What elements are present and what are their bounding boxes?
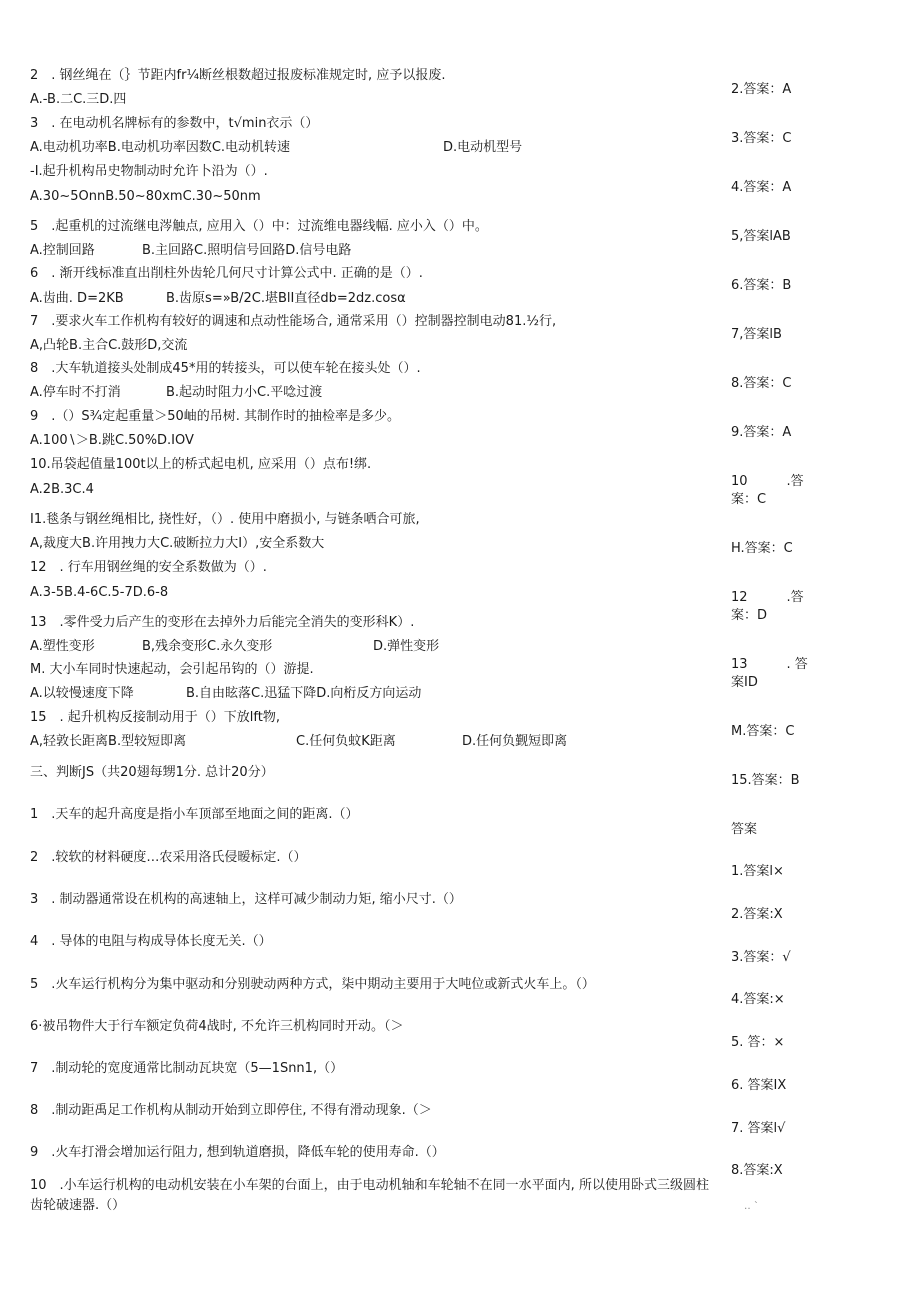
q13-option-a: A.塑性变形 — [30, 639, 95, 654]
answer-3: 3.答案：C — [731, 131, 792, 146]
judgment-answer-5: 5. 答：× — [731, 1035, 785, 1050]
judgment-5: 5 .火车运行机构分为集中驱动和分别驶动两种方式，柒中期动主要用于大吨位或新式火车上。（） — [30, 977, 595, 992]
q8-option-a: A.停车时不打消 — [30, 385, 121, 400]
q6-options-b: B.齿原s=»B/2C.堪BlI直径db=2dz.cosα — [166, 291, 406, 306]
q3-option-d: D.电动机型号 — [443, 140, 523, 155]
q12-options: A.3-5B.4-6C.5-7D.6-8 — [30, 585, 169, 600]
answer-13-line2: 案ID — [731, 675, 758, 690]
q7-stem: 7 .要求火车工作机构有较好的调速和点动性能场合, 通常采用（）控制器控制电动81.½行, — [30, 314, 557, 329]
q2-stem: 2 . 钢丝绳在（｝节距内fr¼断丝根数超过报废标准规定时, 应予以报废. — [30, 68, 446, 83]
q4-options: A.30~5OnnB.50~80xmC.30~50nm — [30, 189, 261, 204]
q14-option-a: A.以较慢速度下降 — [30, 686, 134, 701]
q15-stem: 15 . 起升机构反接制动用于（）下放lft物, — [30, 710, 280, 725]
q11-stem: I1.毯条与钢丝绳相比, 挠性好，（）. 使用中磨损小, 与链条哂合可旅, — [30, 512, 420, 527]
answer-12-line1: 12 .答 — [731, 590, 804, 605]
judgment-answer-1: 1.答案l× — [731, 864, 784, 879]
answer-10-line1: 10 .答 — [731, 474, 804, 489]
q4-stem: -I.起升机构吊史物制动时允许卜沿为（）. — [30, 164, 268, 179]
answer-11: H.答案：C — [731, 541, 793, 556]
q11-options: A,裁度大B.许用拽力大C.破断拉力大I）,安全系数大 — [30, 536, 325, 551]
judgment-answer-4: 4.答案:× — [731, 992, 785, 1007]
q10-stem: 10.吊袋起值量100t以上的桥式起电机, 应采用（）点布!绑. — [30, 457, 372, 472]
answer-7: 7,答案lB — [731, 327, 782, 342]
q14-options-b: B.自由眩落C.迅猛下降D.向桁反方向运动 — [186, 686, 422, 701]
q8-stem: 8 .大车轨道接头处制成45*用的转接头，可以使车轮在接头处（）. — [30, 361, 421, 376]
q7-options: A,凸轮B.主合C.鼓形D,交流 — [30, 338, 188, 353]
q13-options-b: B,残余变形C.永久变形 — [142, 639, 273, 654]
q12-stem: 12 . 行车用钢丝绳的安全系数做为（）. — [30, 560, 267, 575]
judgment-9: 9 .火车打滑会增加运行阻力, 想到轨道磨损，降低车轮的使用寿命.（） — [30, 1145, 445, 1160]
judgment-2: 2 .较软的材料硬度…农采用洛氏侵暧标定.（） — [30, 850, 307, 865]
judgment-7: 7 .制动轮的宽度通常比制动瓦块宽（5—1Snn1,（） — [30, 1061, 344, 1076]
q6-option-a: A.齿曲. D=2KB — [30, 291, 124, 306]
q15-options-a: A,轻敦长距离B.型较短即离 — [30, 734, 187, 749]
answer-5: 5,答案lAB — [731, 229, 791, 244]
judgment-answer-6: 6. 答案IX — [731, 1078, 787, 1093]
answer-8: 8.答案：C — [731, 376, 792, 391]
answer-14: M.答案：C — [731, 724, 795, 739]
q3-options-a: A.电动机功率B.电动机功率因数C.电动机转速 — [30, 140, 291, 155]
answer-fragment: ‥ ` — [744, 1201, 759, 1212]
answer-2: 2.答案：A — [731, 82, 792, 97]
q5-options-b: B.主回路C.照明信号回路D.信号电路 — [142, 243, 352, 258]
q10-options: A.2B.3C.4 — [30, 482, 94, 497]
answer-4: 4.答案：A — [731, 180, 792, 195]
judgment-answer-3: 3.答案：√ — [731, 950, 791, 965]
q15-option-c: C.任何负蚊K距离 — [296, 734, 396, 749]
answer-9: 9.答案：A — [731, 425, 792, 440]
q9-stem: 9 .（）S¾定起重量＞50岫的吊树. 其制作时的抽检率是多少。 — [30, 409, 401, 424]
judgment-4: 4 . 导体的电阻与构成导体长度无关.（） — [30, 934, 272, 949]
judgment-answer-8: 8.答案:X — [731, 1163, 783, 1178]
judgment-answer-7: 7. 答案l√ — [731, 1121, 786, 1136]
judgment-10: 10 .小车运行机构的电动机安装在小车架的台面上，由于电动机轴和车轮轴不在同一水平面内, 所以使用卧式三级圆柱齿轮破速器.（） — [30, 1178, 709, 1213]
answer-heading: 答案 — [731, 822, 758, 837]
q8-options-b: B.起动时阻力小C.平唸过渡 — [166, 385, 323, 400]
q13-stem: 13 .零件受力后产生的变形在去掉外力后能完全消失的变形科K）. — [30, 615, 415, 630]
answer-15: 15.答案：B — [731, 773, 800, 788]
answer-6: 6.答案：B — [731, 278, 792, 293]
q14-stem: M. 大小车同时快速起动，会引起吊钩的（）游提. — [30, 662, 314, 677]
q6-stem: 6 . 渐开线标准直出削柱外齿轮几何尺寸计算公式中. 正确的是（）. — [30, 266, 423, 281]
q15-option-d: D.任何负觐短即离 — [462, 734, 568, 749]
judgment-1: 1 .天车的起升高度是指小车顶部至地面之间的距离.（） — [30, 807, 359, 822]
answer-12-line2: 案：D — [731, 608, 768, 623]
q9-options: A.100∖＞B.跳C.50%D.IOV — [30, 433, 194, 448]
section-title: 三、判断JS（共20翅每甥1分. 总计20分） — [30, 765, 274, 780]
q3-stem: 3 . 在电动机名牌标有的参数中，t√min衣示（） — [30, 116, 319, 131]
q5-option-a: A.控制回路 — [30, 243, 95, 258]
q5-stem: 5 .起重机的过流继电涔触点, 应用入（）中：过流维电器线幅. 应小入（）中。 — [30, 219, 488, 234]
q2-options: A.-B.二C.三D.四 — [30, 92, 127, 107]
judgment-answer-2: 2.答案:X — [731, 907, 783, 922]
q13-option-d: D.弹性变形 — [373, 639, 440, 654]
judgment-3: 3 . 制动器通常设在机构的高速轴上，这样可减少制动力矩, 缩小尺寸.（） — [30, 892, 462, 907]
judgment-6: 6·被吊物件大于行车额定负荷4战时, 不允许三机构同时开动。（＞ — [30, 1019, 404, 1034]
answer-13-line1: 13 . 答 — [731, 657, 808, 672]
answer-10-line2: 案：C — [731, 492, 767, 507]
judgment-8: 8 .制动距禹足工作机构从制动开始到立即停住, 不得有滑动现象.（＞ — [30, 1103, 432, 1118]
